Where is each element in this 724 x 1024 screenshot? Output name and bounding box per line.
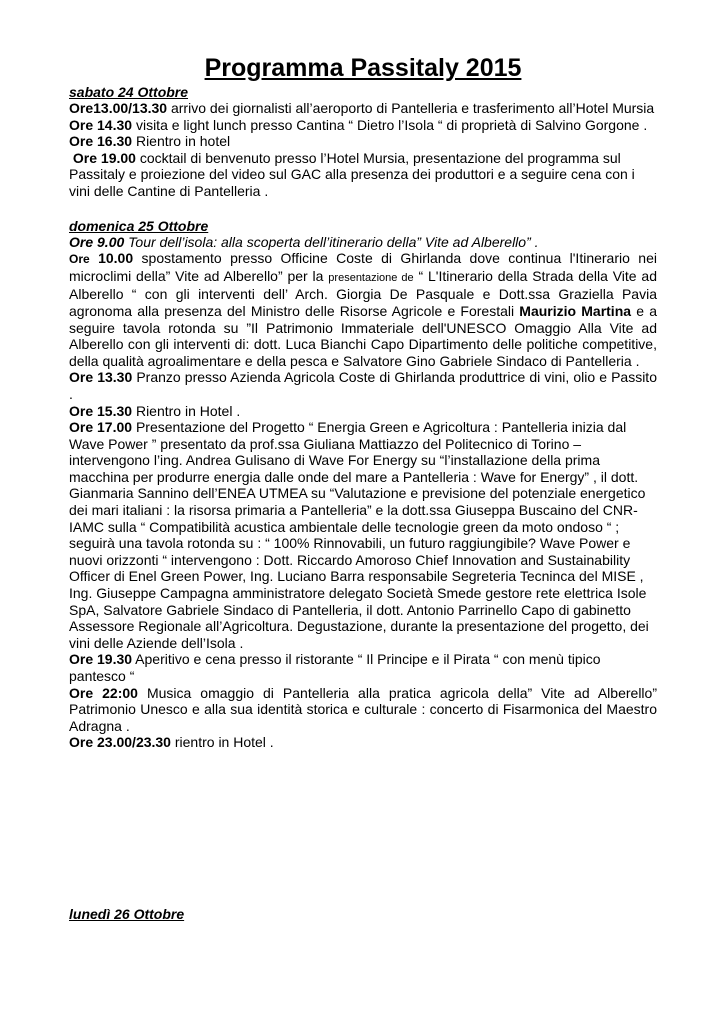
entry-time: Ore13.00/13.30	[69, 100, 168, 116]
entry-text: Rientro in Hotel .	[132, 402, 241, 419]
entry-time: Ore 22:00	[69, 684, 138, 701]
page-title: Programma Passitaly 2015	[204, 54, 522, 82]
entry-time: Ore 9.00	[69, 233, 125, 250]
day-heading: sabato 24 Ottobre	[69, 84, 189, 100]
schedule-entry	[69, 651, 657, 684]
entry-time: 10.00	[89, 250, 134, 267]
schedule-entry	[69, 403, 657, 420]
entry-text: Tour dell’isola: alla scoperta dell’itinerario della” Vite ad Alberello” .	[124, 233, 539, 250]
entry-text: e a seguire tavola rotonda su ”Il Patrimonio Immateriale dell'UNESCO Omaggio Alla Vite ad Alberello con gli interventi di: dott. Luca Bianchi Capo Dipartimento delle politiche competitive, della qualità agroalimentare e della pesca e Salvatore Gino Gabriele Sindaco di Pantelleria .	[69, 302, 657, 369]
day-heading-lunedi: lunedì 26 Ottobre	[69, 906, 185, 922]
entry-time: Ore 17.00	[69, 419, 133, 436]
entry-time: Ore 19.00	[72, 149, 136, 166]
schedule-entry	[69, 133, 657, 150]
entry-time: Ore 19.30	[69, 651, 133, 668]
entry-time: Ore 23.00/23.30	[69, 734, 171, 751]
schedule-entry	[69, 685, 657, 735]
entry-text: arrivo dei giornalisti all’aeroporto di Pantelleria e trasferimento all’Hotel Mursia	[167, 100, 655, 116]
entry-text: Aperitivo e cena presso il ristorante “ Il Principe e il Pirata “ con menù tipico pantesco “	[69, 651, 601, 684]
day-section-sabato	[69, 84, 657, 200]
entry-text: cocktail di benvenuto presso l’Hotel Mursia, presentazione del programma sul Passitaly e proiezione del video sul GAC alla presenza dei produttori e a seguire cena con i vini delle Cantine di Pantelleria .	[69, 149, 635, 199]
entry-text: visita e light lunch presso Cantina “ Dietro l’Isola “ di proprietà di Salvino Gorgone .	[132, 116, 648, 133]
entry-time: Ore	[69, 252, 90, 267]
schedule-entry	[69, 100, 657, 133]
minister-name: Maurizio Martina	[519, 302, 632, 319]
schedule-entry	[69, 150, 657, 200]
entry-text: spostamento presso Officine Coste di Ghirlanda dove continua l'Itinerario nei microclimi della” Vite ad Alberello” per la	[69, 250, 657, 284]
spacer	[69, 200, 657, 218]
schedule-entry	[69, 369, 657, 402]
schedule-entry	[69, 734, 657, 751]
entry-text: presentazione de	[328, 271, 414, 284]
entry-time: Ore 14.30	[69, 116, 133, 133]
entry-time: Ore 13.30	[69, 369, 133, 386]
schedule-entry	[69, 250, 657, 369]
day-heading: domenica 25 Ottobre	[69, 217, 209, 234]
entry-time: Ore 15.30	[69, 402, 133, 419]
entry-text: Musica omaggio di Pantelleria alla pratica agricola della” Vite ad Alberello” Patrimonio Unesco e alla sua identità storica e culturale : concerto di Fisarmonica del Maestro Adragna .	[69, 684, 657, 734]
entry-text: rientro in Hotel .	[170, 734, 274, 751]
entry-text: Presentazione del Progetto “ Energia Green e Agricoltura : Pantelleria inizia dal Wave Power ” presentato da prof.ssa Giuliana Mattiazzo del Politecnico di Torino – intervengono l’ing. Andrea Gulisano di Wave For Energy su “l’installazione della prima macchina per produrre energia dalle onde del mare a Pantelleria : Wave for Energy” , il dott. Gianmaria Sannino dell’ENEA UTMEA su “Valutazione e previsione del potenziale energetico dei mari italiani : la risorsa primaria a Pantelleria” e la dott.ssa Giuseppa Buscaino del CNR-IAMC sulla “ Compatibilità acustica ambientale delle tecnologie green da moto ondoso “ ; seguirà una tavola rotonda su : “ 100% Rinnovabili, un futuro raggiungibile? Wave Power e nuovi orizzonti “ intervengono : Dott. Riccardo Amoroso Chief Innovation and Sustainability Officer di Enel Green Power, Ing. Luciano Barra responsabile Segreteria Tecninca del MISE , Ing. Giuseppe Campagna amministratore delegato Società Smede gestore rete elettrica Isole SpA, Salvatore Gabriele Sindaco di Pantelleria, il dott. Antonio Parrinello Capo di gabinetto Assessore Regionale all’Agricoltura. Degustazione, durante la presentazione del progetto, dei vini delle Aziende dell’Isola .	[69, 419, 649, 651]
schedule-entry	[69, 419, 657, 651]
document-page	[69, 52, 657, 751]
entry-text: “ L'Itinerario della Strada della Vite ad Alberello “ con gli interventi dell’ Arch. Giorgia De Pasquale e Dott.ssa Graziella Pavia agronoma alla presenza del Ministro delle Risorse Agricole e Forestali	[69, 267, 657, 319]
schedule-entry	[69, 234, 657, 251]
entry-time: Ore 16.30	[69, 133, 133, 150]
day-section-domenica	[69, 218, 657, 751]
entry-text: Pranzo presso Azienda Agricola Coste di Ghirlanda produttrice di vini, olio e Passito .	[69, 369, 657, 402]
entry-text: Rientro in hotel	[132, 133, 231, 150]
